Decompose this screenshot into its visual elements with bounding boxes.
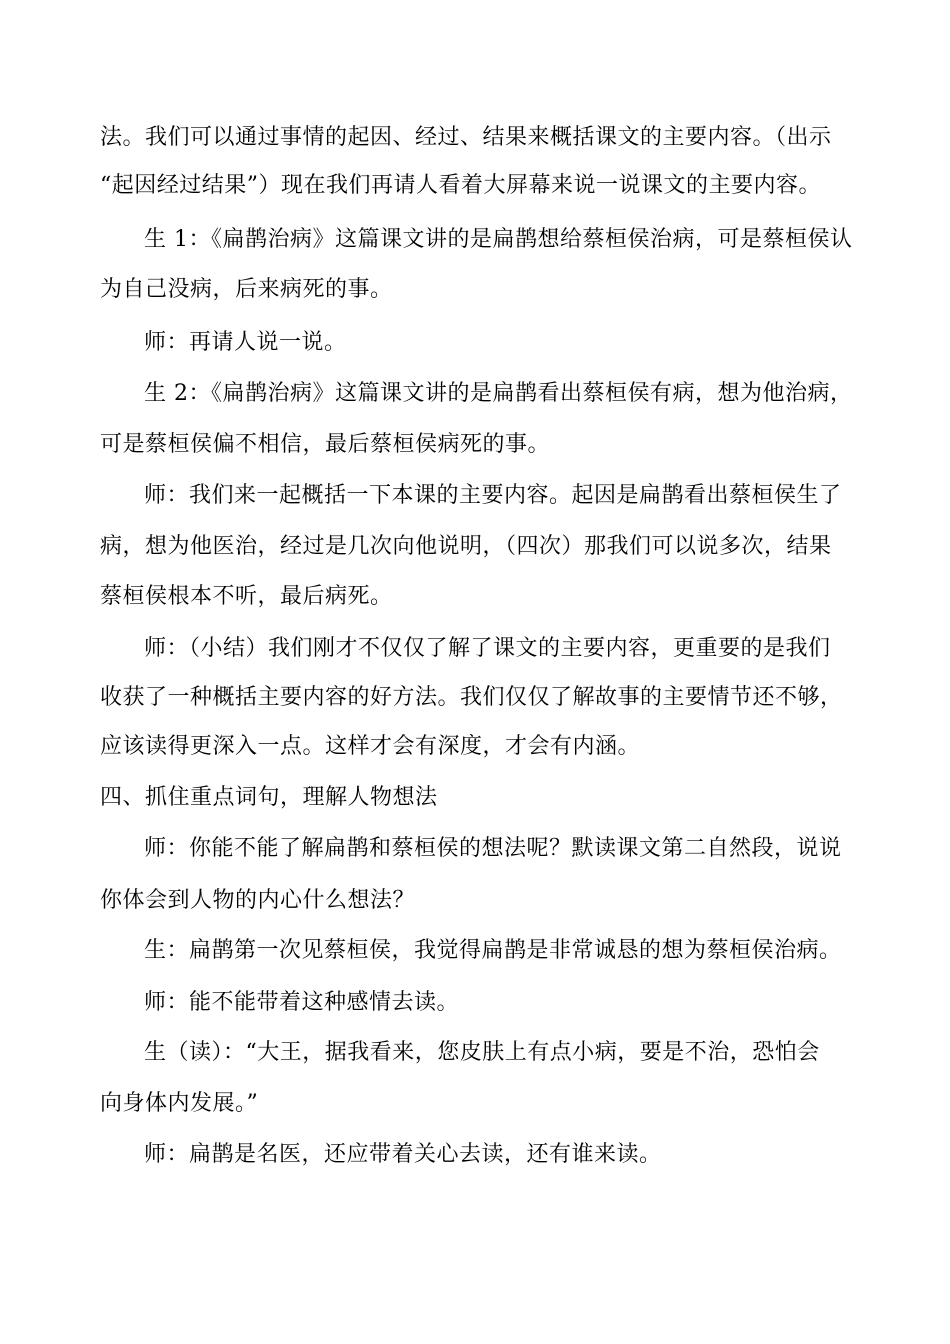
text-line: 生（读）：“大王，据我看来，您皮肤上有点小病，要是不治，恐怕会 [144, 1040, 820, 1065]
text-line: 法。我们可以通过事情的起因、经过、结果来概括课文的主要内容。（出示 [100, 125, 832, 150]
section-heading: 四、抓住重点词句，理解人物想法 [100, 785, 438, 810]
text-line: 师：扁鹊是名医，还应带着关心去读，还有谁来读。 [144, 1142, 662, 1167]
text-line: 蔡桓侯根本不听，最后病死。 [100, 584, 393, 609]
text-line: 师：你能不能了解扁鹊和蔡桓侯的想法呢？默读课文第二自然段，说说 [144, 836, 842, 861]
text-line: 师：再请人说一说。 [144, 330, 347, 355]
text-line: 收获了一种概括主要内容的好方法。我们仅仅了解故事的主要情节还不够， [100, 685, 843, 710]
text-line: 师：（小结）我们刚才不仅仅了解了课文的主要内容，更重要的是我们 [144, 636, 831, 661]
text-line: “起因经过结果”）现在我们再请人看着大屏幕来说一说课文的主要内容。 [100, 173, 821, 198]
text-line: 生：扁鹊第一次见蔡桓侯，我觉得扁鹊是非常诚恳的想为蔡桓侯治病。 [144, 938, 842, 963]
text-line: 师：我们来一起概括一下本课的主要内容。起因是扁鹊看出蔡桓侯生了 [144, 483, 842, 508]
text-line: 生 2：《扁鹊治病》这篇课文讲的是扁鹊看出蔡桓侯有病，想为他治病， [144, 381, 853, 406]
text-line: 向身体内发展。” [100, 1091, 259, 1116]
text-line: 为自己没病，后来病死的事。 [100, 277, 393, 302]
text-line: 应该读得更深入一点。这样才会有深度，才会有内涵。 [100, 734, 641, 759]
text-line: 病，想为他医治，经过是几次向他说明，（四次）那我们可以说多次，结果 [100, 534, 832, 559]
text-line: 可是蔡桓侯偏不相信，最后蔡桓侯病死的事。 [100, 432, 551, 457]
text-line: 师：能不能带着这种感情去读。 [144, 990, 460, 1015]
text-line: 你体会到人物的内心什么想法？ [100, 888, 416, 913]
text-line: 生 1：《扁鹊治病》这篇课文讲的是扁鹊想给蔡桓侯治病，可是蔡桓侯认 [144, 227, 853, 252]
